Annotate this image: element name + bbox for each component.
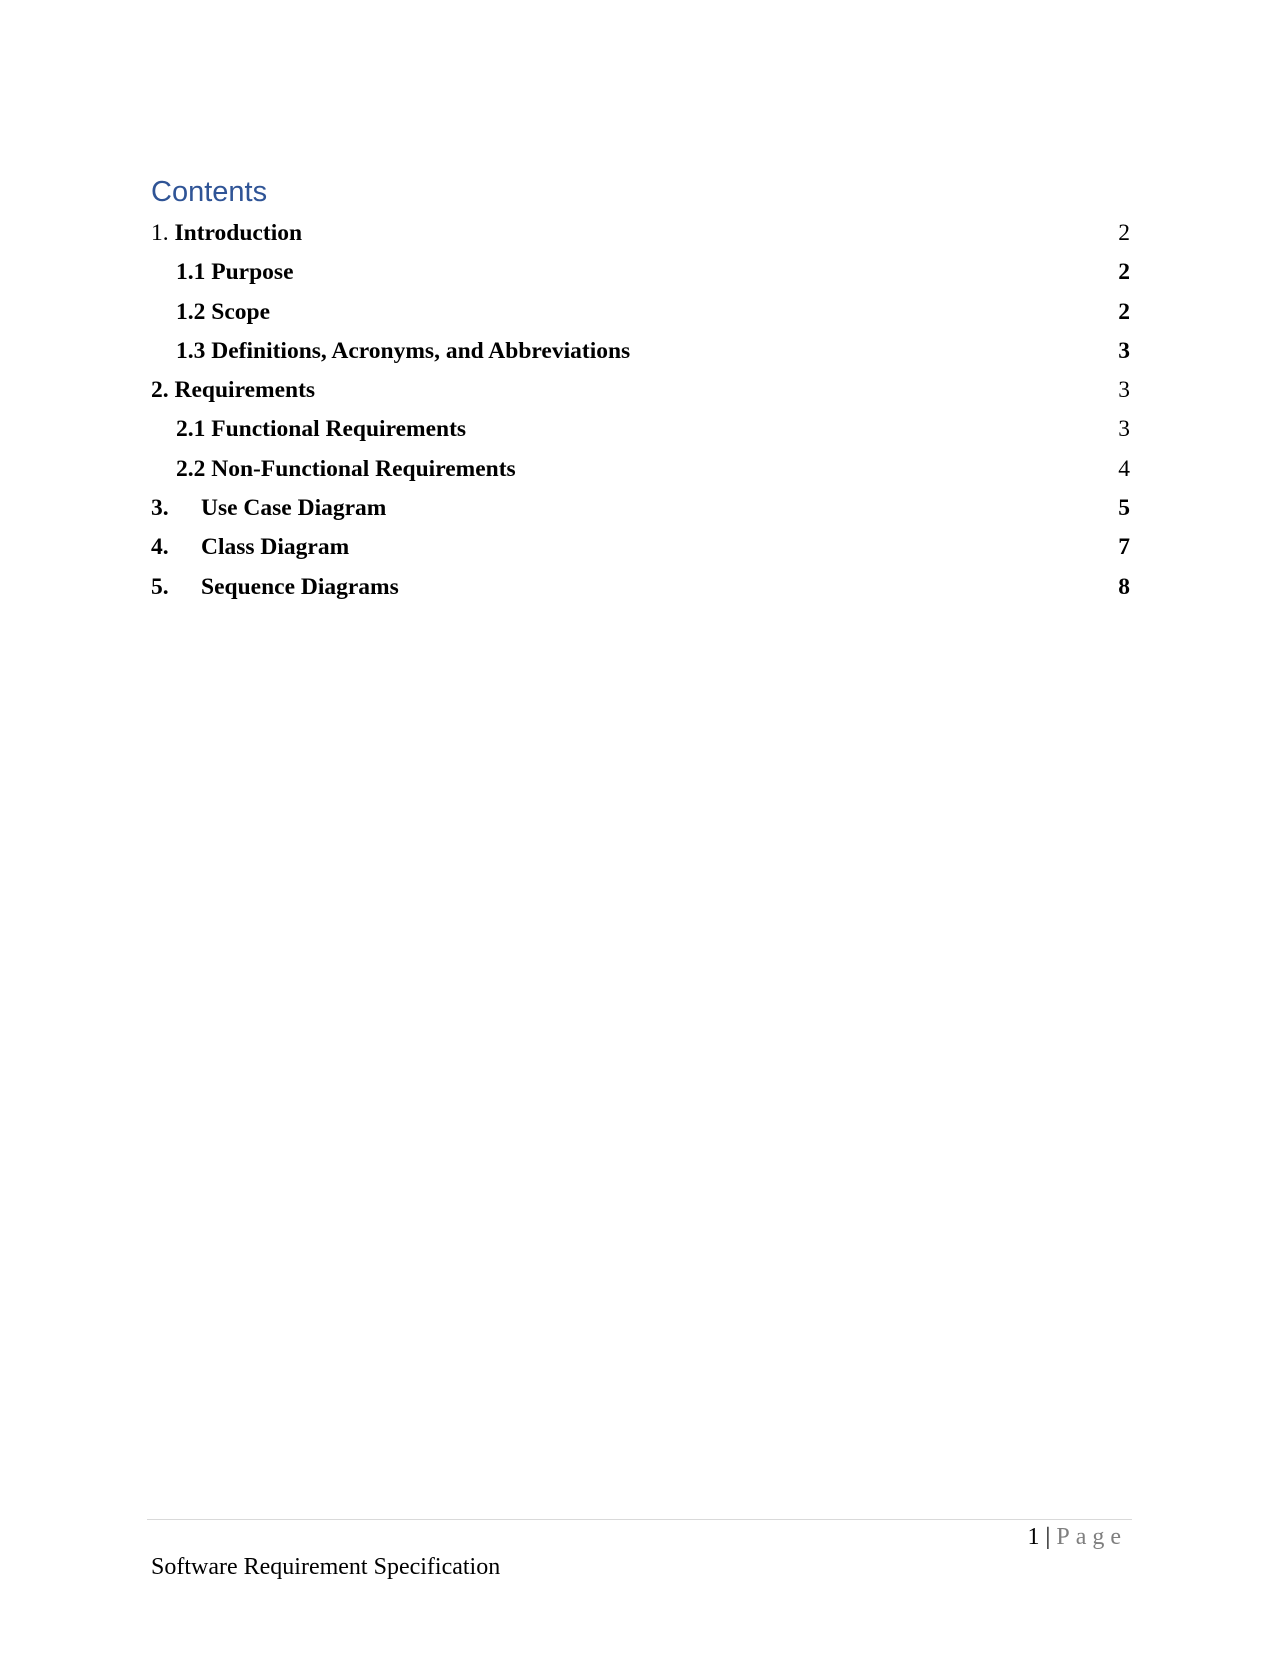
toc-entry-class-diagram[interactable] — [151, 528, 1130, 567]
table-of-contents — [151, 214, 1130, 607]
toc-entry-title: Sequence Diagrams — [201, 573, 399, 600]
toc-entry-title: 1.1 Purpose — [176, 259, 294, 286]
toc-entry-title: 1.3 Definitions, Acronyms, and Abbreviations — [176, 337, 631, 364]
toc-entry-page: 8 — [1118, 573, 1130, 600]
footer-page-number — [1028, 1521, 1127, 1553]
toc-entry-title: 2.2 Non-Functional Requirements — [176, 455, 516, 482]
toc-entry-purpose[interactable] — [151, 253, 1130, 292]
footer-divider — [147, 1519, 1132, 1520]
toc-entry-definitions[interactable] — [151, 332, 1130, 371]
toc-entry-title: 2. Requirements — [151, 377, 316, 404]
toc-heading: Contents — [151, 176, 268, 208]
footer-document-title: Software Requirement Specification — [151, 1554, 501, 1580]
page-number: 1 — [1027, 1524, 1040, 1550]
toc-entry-number: 5. — [151, 573, 169, 600]
toc-entry-scope[interactable] — [151, 293, 1130, 332]
toc-entry-title: 1.2 Scope — [176, 298, 270, 325]
page-word: Page — [1056, 1524, 1127, 1550]
toc-entry-page: 7 — [1118, 534, 1130, 561]
toc-entry-page: 2 — [1118, 220, 1130, 246]
toc-entry-number: 3. — [151, 495, 169, 522]
toc-entry-title: 2.1 Functional Requirements — [176, 416, 467, 443]
toc-entry-functional-requirements[interactable] — [151, 410, 1130, 449]
page-separator: | — [1045, 1524, 1051, 1550]
toc-entry-page: 3 — [1118, 377, 1130, 404]
toc-entry-non-functional-requirements[interactable] — [151, 450, 1130, 489]
toc-entry-page: 2 — [1118, 259, 1130, 286]
toc-entry-sequence-diagrams[interactable] — [151, 568, 1130, 607]
toc-entry-title: Class Diagram — [201, 534, 350, 561]
toc-entry-page: 5 — [1118, 495, 1130, 522]
toc-entry-use-case-diagram[interactable] — [151, 489, 1130, 528]
toc-entry-introduction[interactable] — [151, 214, 1130, 253]
toc-entry-page: 3 — [1118, 416, 1130, 443]
toc-entry-page: 2 — [1118, 298, 1130, 325]
toc-entry-requirements[interactable] — [151, 371, 1130, 410]
toc-entry-number: 1. — [151, 220, 169, 246]
toc-entry-title: Introduction — [174, 220, 303, 246]
toc-entry-page: 3 — [1118, 337, 1130, 364]
toc-entry-number: 4. — [151, 534, 169, 561]
toc-entry-page: 4 — [1118, 455, 1130, 482]
toc-entry-title: Use Case Diagram — [201, 495, 387, 522]
